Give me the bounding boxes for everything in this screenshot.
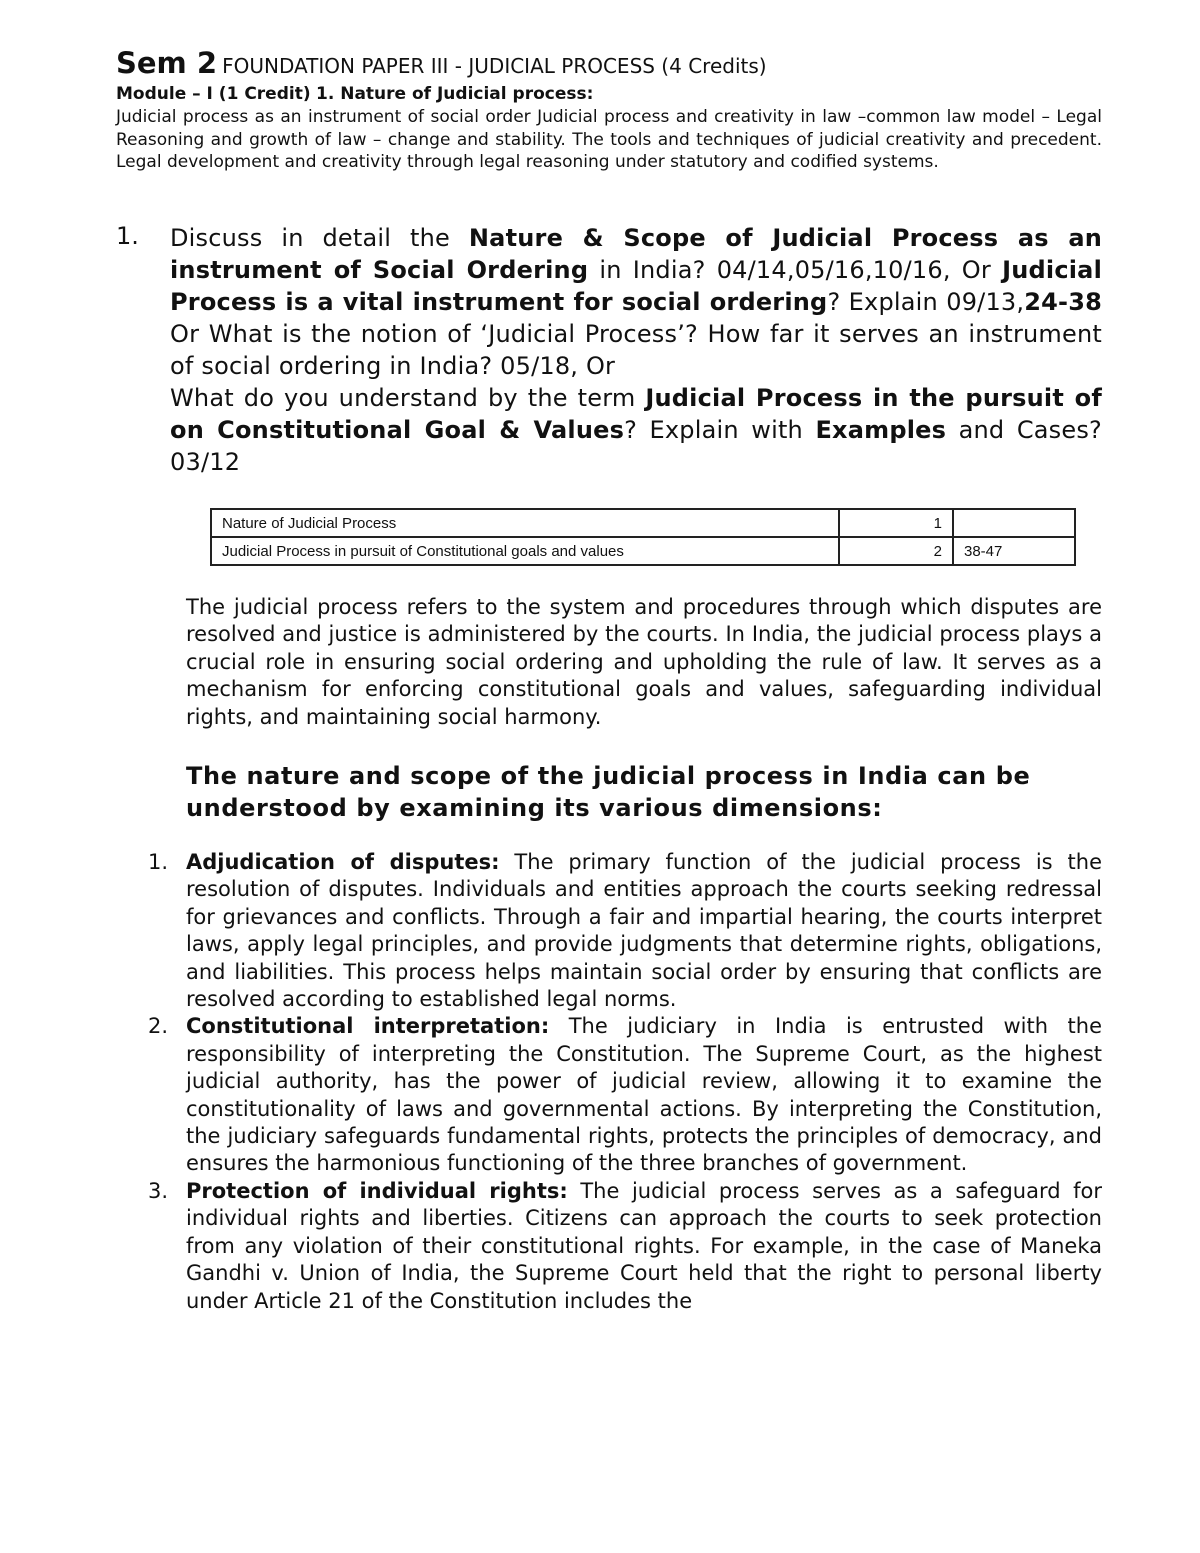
question-emphasis: 24-38 [1024,288,1102,316]
question-segment: What do you understand by the term [170,384,646,412]
reference-table [210,508,1076,566]
question-number: 1. [116,222,139,250]
module-topic: 1. Nature of Judicial process: [316,84,594,104]
list-item [148,849,1102,1013]
dimensions-heading: The nature and scope of the judicial process in India can be understood by examining its various dimensions: [186,762,1031,822]
list-item-title: Adjudication of disputes: [186,850,500,874]
question-emphasis: Judicial Process in the pursuit of on Constitutional Goal & Values [170,384,1102,444]
paper-title: FOUNDATION PAPER III - JUDICIAL PROCESS (4 Credits) [222,54,767,78]
module-label: Module – I (1 Credit) [116,84,311,104]
question-segment: Discuss in detail the [170,224,469,252]
question-text [170,222,1102,478]
module-heading [116,84,593,104]
list-item-text: The judicial process serves as a safeguard for individual rights and liberties. Citizens can approach the courts to seek protection from any violation of their constitutional rights. For example, in the case of Maneka Gandhi v. Union of India, the Supreme Court held that the right to personal liberty under Article 21 of the Constitution includes the [186,1178,1102,1313]
table-cell-pages: 38-47 [953,537,1075,565]
semester-label: Sem 2 [116,46,218,80]
list-item-number: 2. [148,1014,169,1039]
list-item [148,1178,1102,1315]
list-item-title: Constitutional interpretation: [186,1014,550,1039]
question-segment: ? Explain 09/13, [827,288,1025,316]
table-cell-pages [953,509,1075,537]
question-segment: and Cases? 03/12 [170,416,1102,476]
question-emphasis: Examples [815,416,947,444]
table-row [211,537,1075,565]
question-emphasis: Judicial Process is a vital instrument for social ordering [170,256,1102,316]
list-item [148,1013,1102,1177]
table-cell-number: 2 [839,537,953,565]
question-segment: Or What is the notion of ‘Judicial Process’? How far it serves an instrument of social ordering in India? 05/18, Or [170,320,1102,380]
list-item-text: The judiciary in India is entrusted with the responsibility of interpreting the Constitution. The Supreme Court, as the highest judicial authority, has the power of judicial review, allowing it to examine the constitutionality of laws and governmental actions. By interpreting the Constitution, the judiciary safeguards fundamental rights, protects the principles of democracy, and ensures the harmonious functioning of the three branches of government. [186,1014,1102,1176]
intro-paragraph: The judicial process refers to the system and procedures through which disputes are resolved and justice is administered by the courts. In India, the judicial process plays a crucial role in ensuring social ordering and upholding the rule of law. It serves as a mechanism for enforcing constitutional goals and values, safeguarding individual rights, and maintaining social harmony. [186,595,1102,729]
dimensions-list [148,849,1102,1315]
table-row [211,509,1075,537]
table-cell-topic: Nature of Judicial Process [211,509,839,537]
question-segment: in India? 04/14,05/16,10/16, Or [588,256,1003,284]
list-item-title: Protection of individual rights: [186,1178,568,1203]
table-cell-topic: Judicial Process in pursuit of Constitutional goals and values [211,537,839,565]
document-title [116,46,1116,80]
list-item-number: 3. [148,1178,169,1203]
question-segment: ? Explain with [624,416,816,444]
question-emphasis: Nature & Scope of Judicial Process as an instrument of Social Ordering [170,224,1103,284]
syllabus-text: Judicial process as an instrument of social order Judicial process and creativity in law –common law model – Legal Reasoning and growth of law – change and stability. The tools and techniques of judicial creativity and precedent. Legal development and creativity through legal reasoning under statutory and codified systems. [116,107,1102,173]
table-cell-number: 1 [839,509,953,537]
list-item-number: 1. [148,850,169,874]
list-item-text: The primary function of the judicial process is the resolution of disputes. Individuals and entities approach the courts seeking redressal for grievances and conflicts. Through a fair and impartial hearing, the courts interpret laws, apply legal principles, and provide judgments that determine rights, obligations, and liabilities. This process helps maintain social order by ensuring that conflicts are resolved according to established legal norms. [186,850,1102,1012]
